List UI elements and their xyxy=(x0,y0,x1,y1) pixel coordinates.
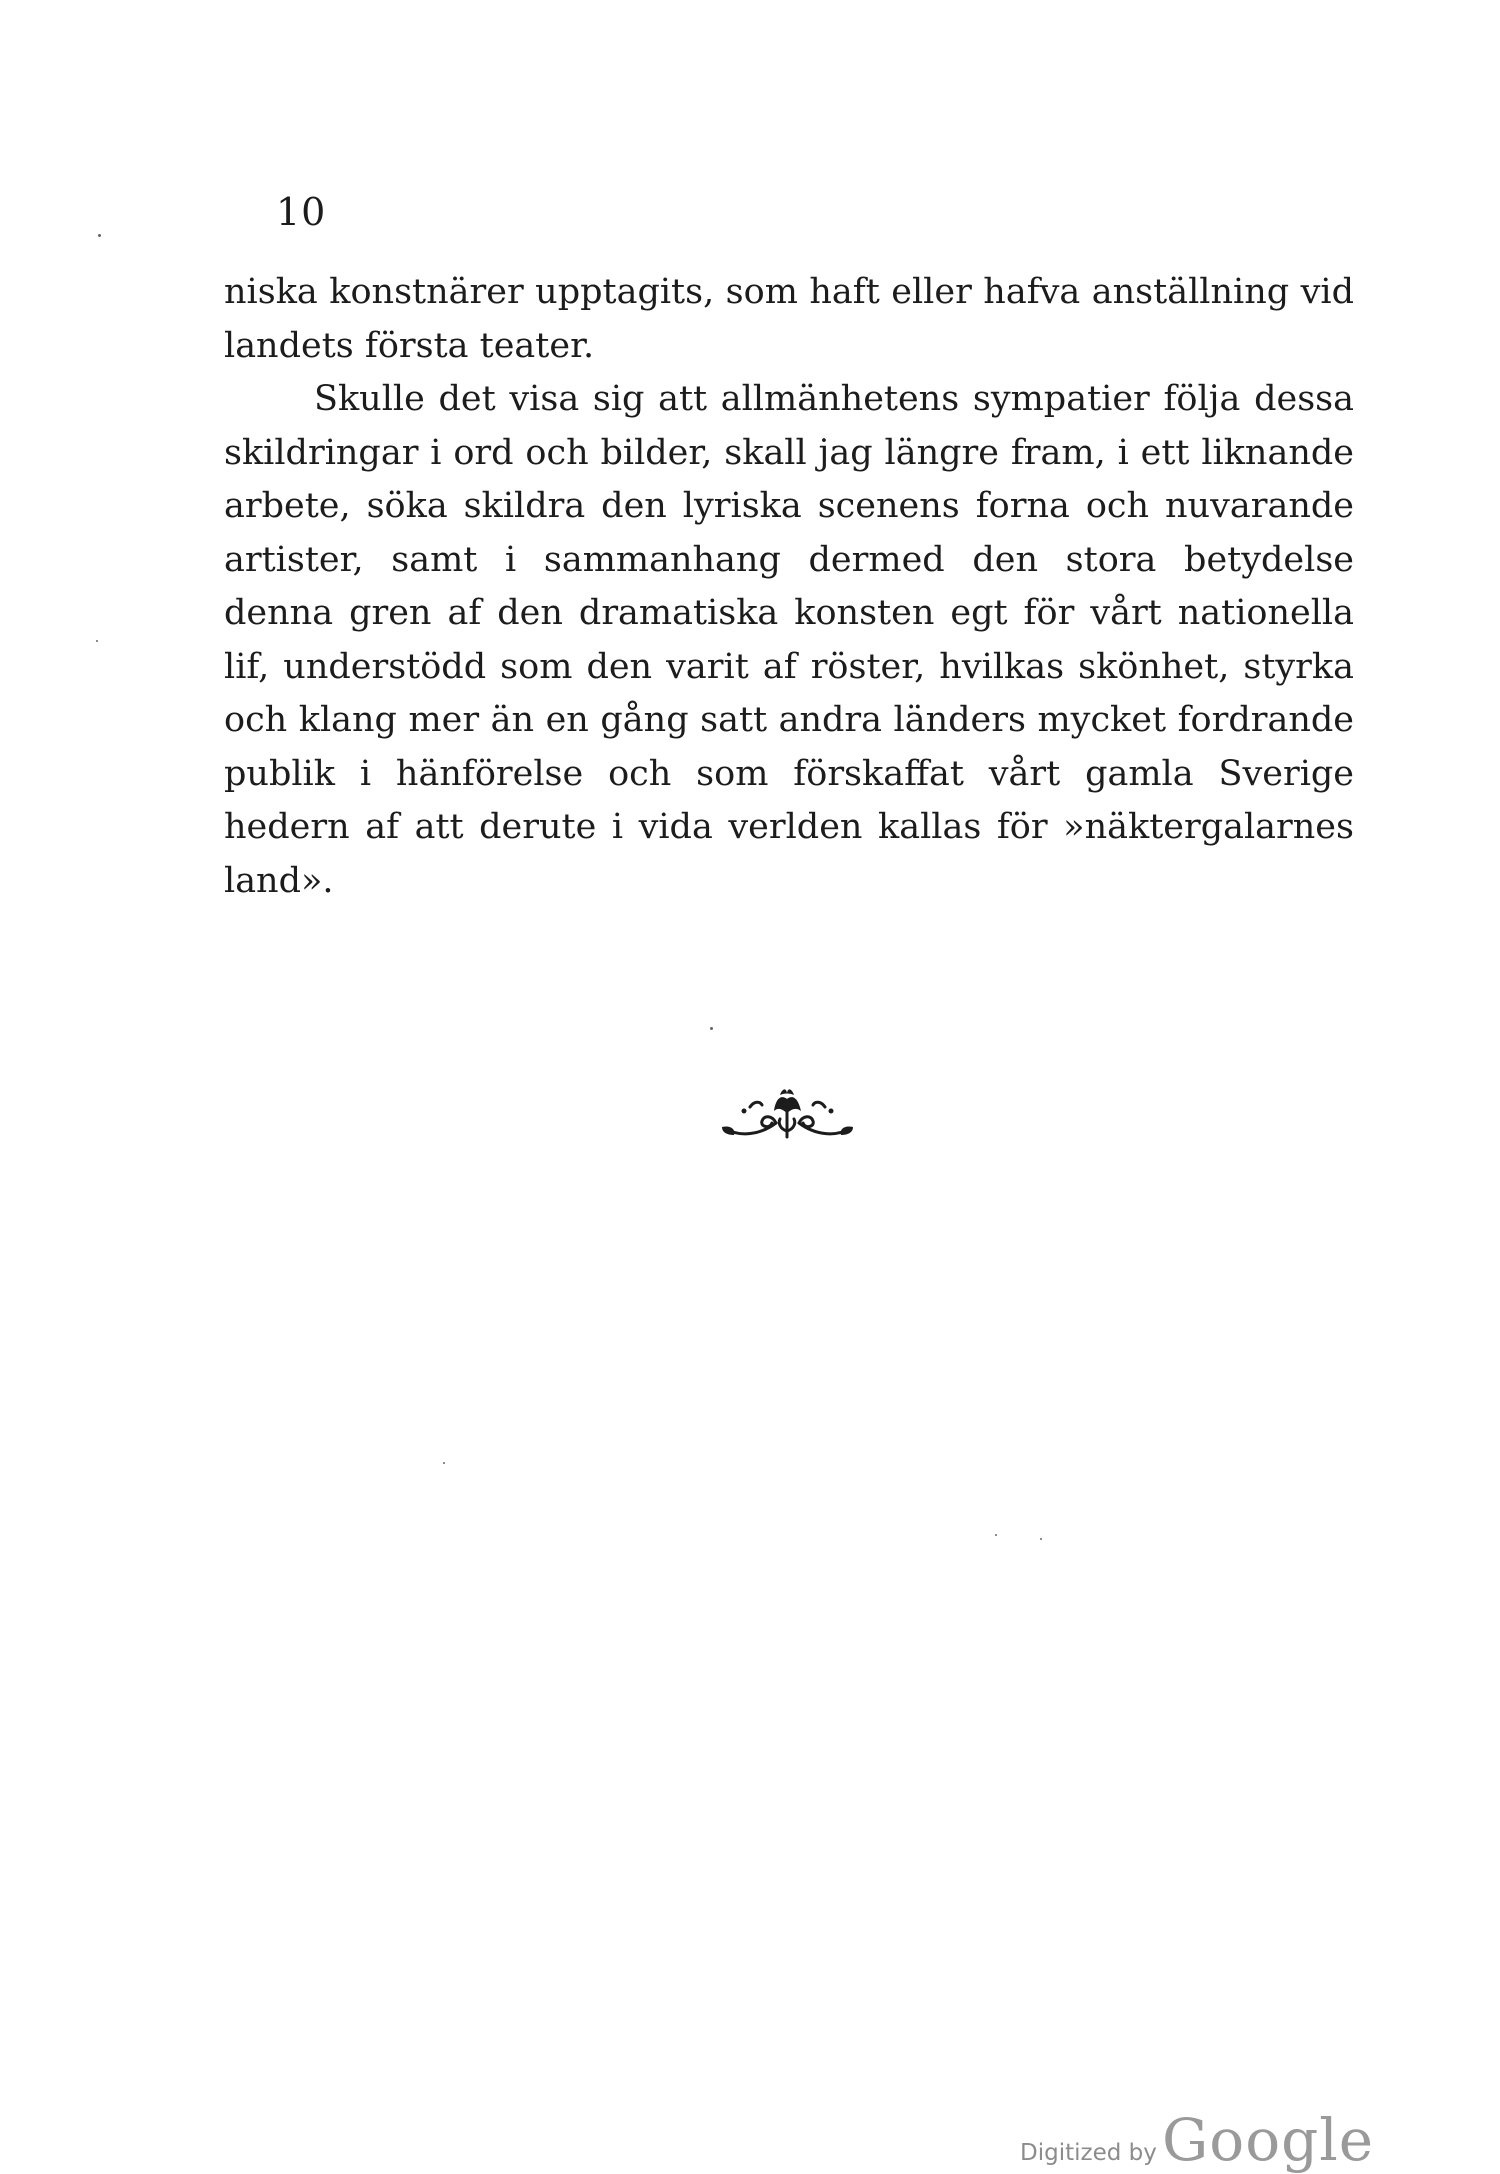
paper-speck xyxy=(710,1027,713,1030)
floral-tailpiece-icon xyxy=(720,1085,855,1145)
paper-speck xyxy=(98,234,101,237)
paper-speck xyxy=(1040,1538,1042,1540)
body-text xyxy=(224,266,1354,908)
paper-speck xyxy=(443,1462,445,1464)
paper-speck xyxy=(995,1534,997,1536)
watermark-prefix: Digitized by xyxy=(1020,2140,1157,2166)
paragraph-2: Skulle det visa sig att allmänhetens sympatier följa dessa skildringar i ord och bilder, skall jag längre fram, i ett liknande arbete, söka skildra den lyriska scenens forna och nuvarande artister, samt i sammanhang dermed den stora betydelse denna gren af den dramatiska konsten egt för vårt nationella lif, understödd som den varit af röster, hvilkas skönhet, styrka och klang mer än en gång satt andra länders mycket fordrande publik i hänförelse och som förskaffat vårt gamla Sverige hedern af att derute i vida verlden kallas för »näktergalarnes land». xyxy=(224,379,1354,901)
paragraph-1: niska konstnärer upptagits, som haft eller hafva anställning vid landets första teater. xyxy=(224,272,1354,366)
digitized-watermark xyxy=(1020,2106,1374,2174)
watermark-brand: Google xyxy=(1161,2106,1375,2174)
paper-speck xyxy=(96,640,98,642)
page-number: 10 xyxy=(276,190,327,234)
